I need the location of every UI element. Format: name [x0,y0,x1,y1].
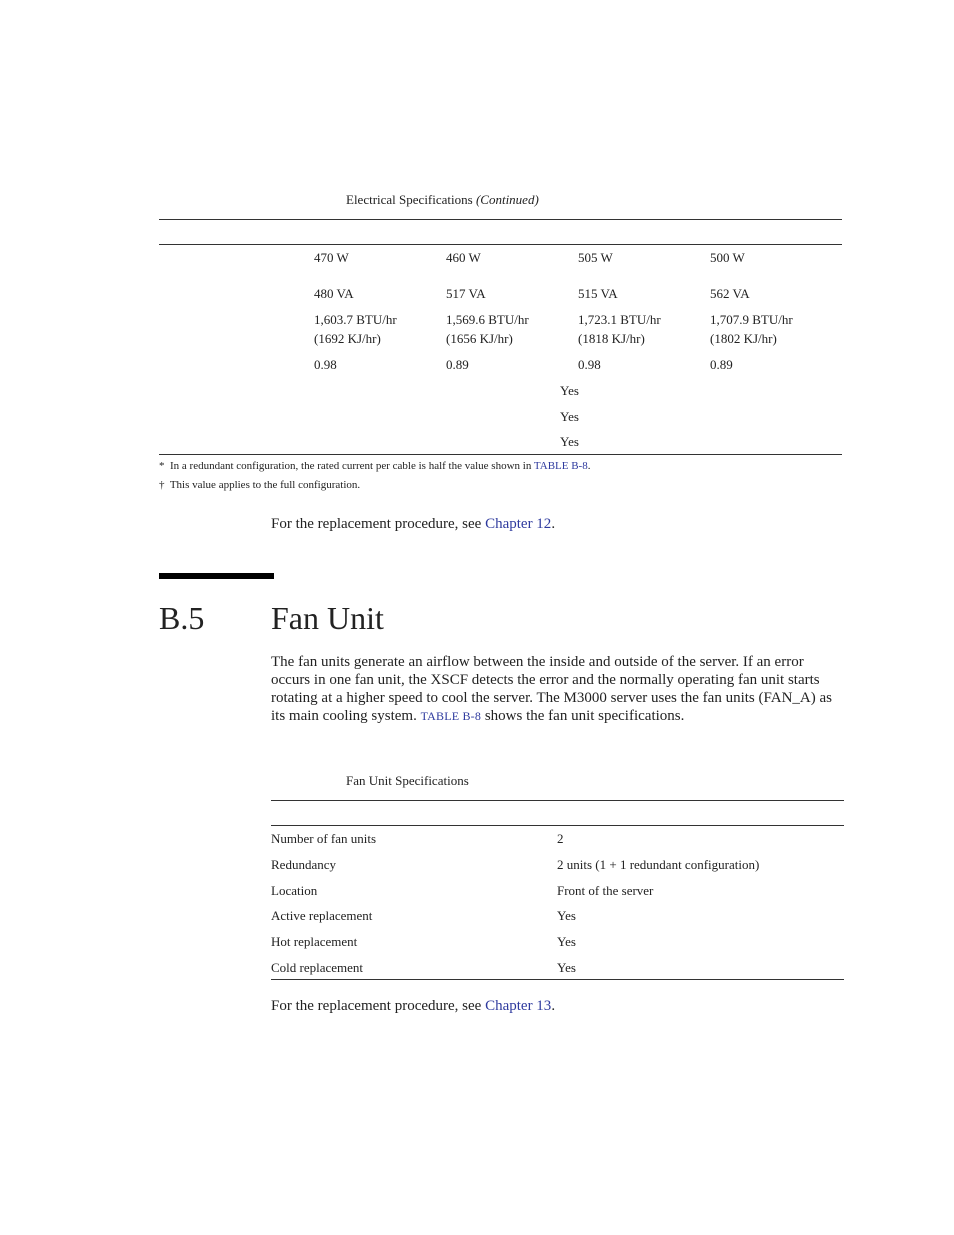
fan-row-label: Redundancy [271,857,336,872]
fan-table-caption: Fan Unit Specifications [346,773,469,788]
section-title: Fan Unit [271,600,384,636]
elec-yes-cell: Yes [560,383,579,398]
footnote-1-mark: * [159,460,165,472]
fan-row-value: Front of the server [557,883,654,898]
footnote-2-text: This value applies to the full configuration. [169,479,361,491]
chapter-12-link[interactable]: Chapter 12 [485,516,552,532]
section-number: B.5 [159,600,205,636]
footnote-1-text: In a redundant configuration, the rated current per cable is half the value shown in [170,460,532,472]
elec-yes-cell: Yes [560,434,579,449]
fan-row-label: Active replacement [271,908,373,923]
elec-cell: 1,707.9 BTU/hr [710,312,793,327]
elec-cell: (1656 KJ/hr) [446,331,513,346]
section-paragraph [271,653,846,725]
fan-row-value: Yes [557,908,576,923]
elec-cell: (1692 KJ/hr) [314,331,381,346]
elec-table-bottom-rule [159,454,842,455]
fan-row-value: 2 units (1 + 1 redundant configuration) [557,857,760,872]
fan-row-label: Cold replacement [271,960,364,975]
elec-cell: (1802 KJ/hr) [710,331,777,346]
replacement-2-end: . [551,998,556,1014]
fan-row-label: Number of fan units [271,831,377,846]
elec-cell: (1818 KJ/hr) [578,331,645,346]
elec-cell: 460 W [446,250,481,265]
fan-row-label: Location [271,883,318,898]
fan-row-label: Hot replacement [271,934,358,949]
fan-table-top-rule [271,800,844,801]
section-paragraph-end: shows the fan unit specifications. [484,708,685,724]
table-b8-link[interactable]: TABLE B-8 [420,709,482,723]
elec-cell: 0.89 [446,357,469,372]
elec-table-caption [346,192,539,208]
elec-cell: 1,723.1 BTU/hr [578,312,661,327]
elec-cell: 505 W [578,250,613,265]
footnote-2 [159,479,360,491]
elec-cell: 500 W [710,250,745,265]
elec-cell: 562 VA [710,286,750,301]
elec-cell: 0.98 [578,357,601,372]
replacement-1-text: For the replacement procedure, see [271,516,482,532]
elec-cell: 0.89 [710,357,733,372]
footnote-2-mark: † [159,479,165,491]
fan-row-value: Yes [557,960,576,975]
elec-table-top-rule [159,219,842,220]
fan-table-bottom-rule [271,979,844,980]
fan-row-value: 2 [557,831,564,846]
footnote-1-table-link[interactable]: TABLE B-8 [533,460,588,472]
elec-cell: 1,603.7 BTU/hr [314,312,397,327]
elec-table-caption-text: Electrical Specifications [346,192,473,207]
replacement-1-end: . [551,516,556,532]
replacement-paragraph-2 [271,997,555,1015]
elec-cell: 515 VA [578,286,618,301]
footnote-1-end: . [587,460,591,472]
section-paragraph-text: The fan units generate an airflow between the inside and outside of the server. If an error occurs in one fan unit, the XSCF detects the error and the normally operating fan unit starts rotating at a higher speed to cool the server. The M3000 server uses the fan units (FAN_A) as its main cooling system. [271,654,832,724]
elec-cell: 1,569.6 BTU/hr [446,312,529,327]
elec-cell: 0.98 [314,357,337,372]
elec-cell: 517 VA [446,286,486,301]
fan-row-value: Yes [557,934,576,949]
section-rule [159,573,274,579]
elec-yes-cell: Yes [560,409,579,424]
replacement-2-text: For the replacement procedure, see [271,998,482,1014]
fan-table-header-rule [271,825,844,826]
elec-table-caption-suffix: (Continued) [475,192,539,207]
elec-table-header-rule [159,244,842,245]
elec-cell: 470 W [314,250,349,265]
replacement-paragraph-1 [271,515,555,533]
chapter-13-link[interactable]: Chapter 13 [485,998,552,1014]
elec-cell: 480 VA [314,286,354,301]
footnote-1 [159,460,590,472]
